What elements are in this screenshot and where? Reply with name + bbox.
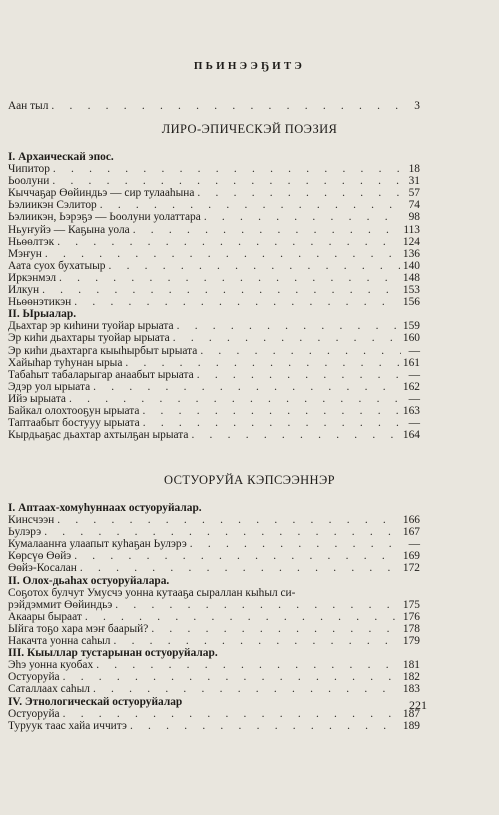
toc-group [8,611,420,647]
entry-page: 179 [402,635,420,648]
toc-entry [8,611,420,623]
entry-title: Аан тыл [8,100,49,112]
dot-leader [108,260,399,272]
dot-leader [69,393,401,405]
section-title-tales: ОСТУОРУЙА КЭПСЭЭННЭР [164,473,335,487]
dot-leader [100,199,401,211]
entry-page: 175 [402,598,420,611]
entry-page: 161 [402,356,420,369]
toc-entry [8,224,420,236]
page-title: ПЬИНЭЭҔИТЭ [193,60,306,72]
entry-title: Ьэлиикэн, Ьэрэҕэ — Ьоолуни уолаттара [8,211,201,224]
toc-entry [8,720,420,732]
group-heading: II. Ырыалар. [8,308,77,321]
entry-title: Эһэ уонна куобах [8,659,94,672]
entry-page: 159 [402,320,420,333]
section-title-lyric-epic: ЛИРО-ЭПИЧЕСКЭЙ ПОЭЗИЯ [161,122,338,136]
dot-leader [204,211,401,223]
entry-title: Көрсүө Өөйэ [8,550,72,563]
dot-leader [93,381,400,393]
entry-page: 189 [402,719,420,732]
toc-entry [8,538,420,550]
dot-leader [53,163,401,175]
dot-leader [52,175,401,187]
entry-page: 148 [402,271,420,284]
entry-title: Ьэлиикэн Сэлитор [8,199,97,212]
dot-leader [80,562,400,574]
toc-group [8,320,420,441]
entry-title: Чипитор [8,163,50,176]
entry-page: 31 [408,175,420,188]
entry-page: — [408,417,420,430]
dot-leader [130,720,400,732]
entry-page: 74 [408,199,420,212]
dot-leader [197,369,401,381]
entry-title: Кинсчээн [8,514,55,527]
entry-page: 113 [403,223,420,236]
dot-leader [125,357,400,369]
entry-page: 124 [402,235,420,248]
toc-entry [8,187,420,199]
entry-title: Табаһыт табаларыгар анаабыт ырыата [8,368,194,381]
entry-title: Накачта уонна саһыл [8,635,111,648]
dot-leader [191,429,399,441]
entry-title: Кыччаҕар Өөйиндьэ — сир тулааһына [8,187,195,200]
toc-entry [8,599,420,611]
entry-title: Ньуҥуйэ — Каҕына уола [8,223,130,236]
group-heading: II. Олох-дьаһах остуоруйалара. [8,574,170,587]
toc-entry [8,100,420,112]
toc-entry [8,211,420,223]
entry-page: 176 [402,610,420,623]
entry-page: 162 [402,380,420,393]
entry-title: Ьоолуни [8,175,50,188]
entry-title: Остуоруйа [8,671,60,684]
dot-leader [63,708,400,720]
entry-page: — [408,368,420,381]
toc-entry [8,320,420,332]
entry-page: 57 [408,187,420,200]
entry-title: Таптаабыт бостууу ырыата [8,417,140,430]
dot-leader [190,538,401,550]
toc-entry [8,429,420,441]
toc-section-1 [8,151,420,441]
entry-title: Кырдьаҕас дьахтар ахтылҕан ырыата [8,429,189,442]
entry-page: 183 [402,683,420,696]
toc-entry [8,284,420,296]
group-heading: IV. Этнологическай остуоруйалар [8,695,183,708]
toc-group [8,708,420,732]
entry-page: — [408,538,420,551]
toc-entry [8,272,420,284]
dot-leader [57,514,400,526]
dot-leader [177,320,400,332]
entry-title: Эр киһи дьахтары туойар ырыата [8,332,170,345]
dot-leader [142,405,399,417]
dot-leader [74,550,400,562]
toc-entry [8,175,420,187]
entry-page: 164 [402,429,420,442]
entry-title: Эр киһи дьахтарга кыыһырбыт ырыата [8,344,198,357]
toc-entry [8,417,420,429]
toc-entry [8,381,420,393]
toc-group [8,659,420,695]
entry-title: Аата суох бухатыыр [8,259,106,272]
entry-title: Мэҥун [8,247,42,260]
long-entry-line-1: Соҕотох булчут Умусчэ уонна кутааҕа сыраллан кыһыл си- [8,586,296,599]
toc-entry [8,236,420,248]
toc-entry [8,562,420,574]
toc-entry [8,248,420,260]
group-heading: I. Аптаах-хомуһуннаах остуоруйалар. [8,502,202,514]
toc-entry [8,345,420,357]
toc-entry [8,357,420,369]
entry-title: Иркэнмэл [8,271,57,284]
entry-page: 166 [402,514,420,527]
dot-leader [133,224,401,236]
toc-entry [8,550,420,562]
entry-page: 153 [402,284,420,297]
entry-page: 167 [402,526,420,539]
entry-title: Илкун [8,284,40,297]
entry-title: Дьахтар эр киһини туойар ырыата [8,320,174,333]
dot-leader [115,599,400,611]
entry-title: Өөйэ-Косалан [8,562,77,575]
intro-entry [8,100,420,112]
dot-leader [197,187,401,199]
dot-leader [44,526,400,538]
dot-leader [59,272,400,284]
entry-page: 187 [402,707,420,720]
group-heading: I. Архаическай эпос. [8,151,114,163]
entry-page: 178 [402,622,420,635]
dot-leader [200,345,401,357]
entry-page: 182 [402,671,420,684]
entry-title: Ньөөлтэк [8,235,55,248]
entry-page: 98 [408,211,420,224]
toc-entry [8,199,420,211]
dot-leader [57,236,400,248]
entry-title: Саталлаах саһыл [8,683,90,696]
dot-leader [51,100,401,112]
entry-title: Байкал олохтооҕун ырыата [8,404,140,417]
entry-title: Остуоруйа [8,707,60,720]
dot-leader [96,659,400,671]
toc-entry [8,393,420,405]
dot-leader [42,284,400,296]
entry-page: — [408,392,420,405]
entry-title: Акаары быраат [8,610,82,623]
toc-entry [8,332,420,344]
toc-group [8,514,420,574]
entry-title: рэйдэммит Өөйиндьэ [8,598,113,611]
dot-leader [45,248,400,260]
toc-entry [8,526,420,538]
dot-leader [63,671,400,683]
entry-page: 156 [402,296,420,309]
toc-entry [8,369,420,381]
toc-group [8,163,420,308]
entry-title: Ийэ ырыата [8,392,66,405]
entry-title: Туруук таас хайа иччитэ [8,719,127,732]
entry-title: Ыйга тоҕо хара мэҥ баарый? [8,622,149,635]
entry-page: 181 [402,659,420,672]
dot-leader [93,683,400,695]
toc-entry [8,659,420,671]
entry-title: Эдэр уол ырыата [8,380,91,393]
toc-entry [8,514,420,526]
entry-title: Кумалаанҥа улаапыт куһаҕан Ьулэрэ [8,538,187,551]
dot-leader [74,296,400,308]
entry-title: Ьулэрэ [8,526,42,539]
toc-section-2 [8,502,420,732]
toc-entry [8,635,420,647]
toc-entry [8,260,420,272]
dot-leader [143,417,401,429]
entry-page: 172 [402,562,420,575]
group-heading: III. Кыыллар тустарынан остуоруйалар. [8,647,218,660]
toc-entry [8,163,420,175]
dot-leader [113,635,399,647]
dot-leader [173,332,400,344]
entry-page: 140 [402,259,420,272]
entry-page: 160 [402,332,420,345]
toc-entry [8,671,420,683]
entry-page: — [408,344,420,357]
entry-page: 136 [402,247,420,260]
toc-entry [8,296,420,308]
toc-entry [8,708,420,720]
toc-entry [8,623,420,635]
toc-entry [8,405,420,417]
dot-leader [151,623,400,635]
toc-entry [8,683,420,695]
dot-leader [85,611,400,623]
entry-page: 18 [408,163,420,176]
entry-title: Хайыһар туһунан ырыа [8,356,123,369]
page-number: 221 [409,698,427,712]
entry-title: Ньөөнэтикэн [8,296,72,309]
entry-page: 169 [402,550,420,563]
entry-page: 3 [414,100,420,112]
entry-page: 163 [402,404,420,417]
